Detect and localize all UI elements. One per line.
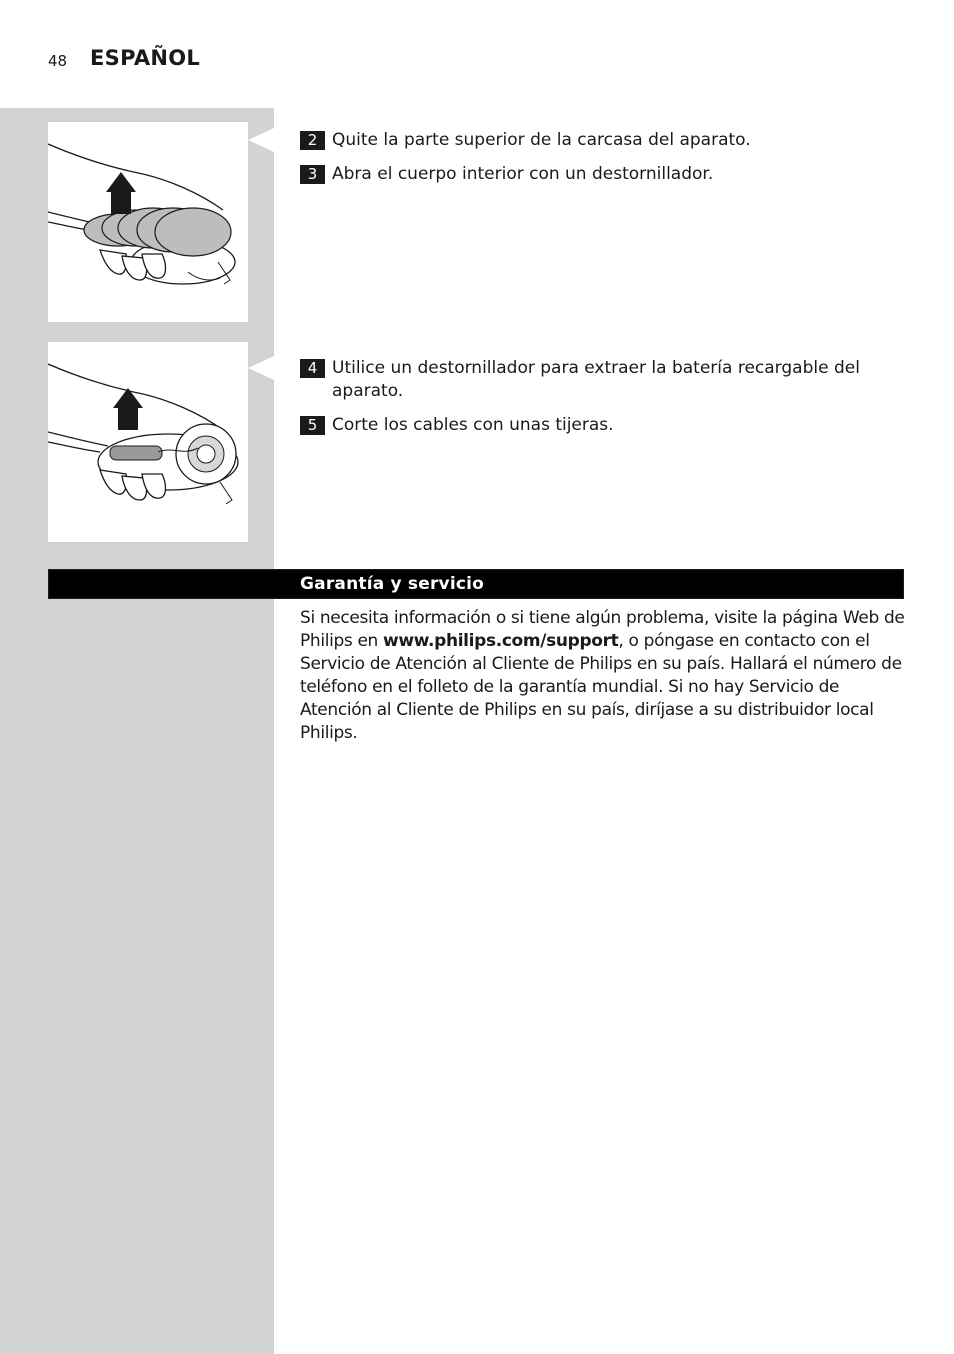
step-text: Utilice un destornillador para extraer la batería recargable del aparato. — [332, 358, 860, 401]
section-title: Garantía y servicio — [300, 574, 485, 594]
section-header-bar — [48, 569, 904, 599]
step-3 — [300, 163, 860, 186]
figure-remove-top-housing — [48, 122, 248, 322]
step-number: 5 — [300, 416, 325, 435]
figure-pointer — [248, 356, 274, 380]
paragraph-text-part1: Si necesita información o si tiene algún problema, visite la página Web de Philips en — [300, 608, 905, 651]
paragraph-text-part2: , o póngase en contacto con el Servicio de Atención al Cliente de Philips en su país. Hallará el número de teléfono en el folleto de la garantía mundial. Si no hay Servicio de Atención al Cliente de Philips en su país, diríjase a su distribuidor local Philips. — [300, 631, 902, 743]
step-5 — [300, 414, 860, 437]
step-2 — [300, 129, 860, 152]
step-4 — [300, 357, 860, 403]
step-text: Quite la parte superior de la carcasa del aparato. — [332, 130, 751, 150]
page-number: 48 — [48, 52, 68, 70]
support-link[interactable]: www.philips.com/support — [383, 631, 619, 651]
arrow-up-icon — [106, 172, 136, 214]
figure-remove-battery — [48, 342, 248, 542]
step-number: 4 — [300, 359, 325, 378]
arrow-up-icon — [113, 388, 143, 430]
step-text: Corte los cables con unas tijeras. — [332, 415, 614, 435]
step-number: 3 — [300, 165, 325, 184]
figure-pointer — [248, 128, 274, 152]
step-text: Abra el cuerpo interior con un destornillador. — [332, 164, 714, 184]
step-number: 2 — [300, 131, 325, 150]
warranty-paragraph — [300, 607, 910, 745]
page-language-title: ESPAÑOL — [90, 46, 201, 70]
